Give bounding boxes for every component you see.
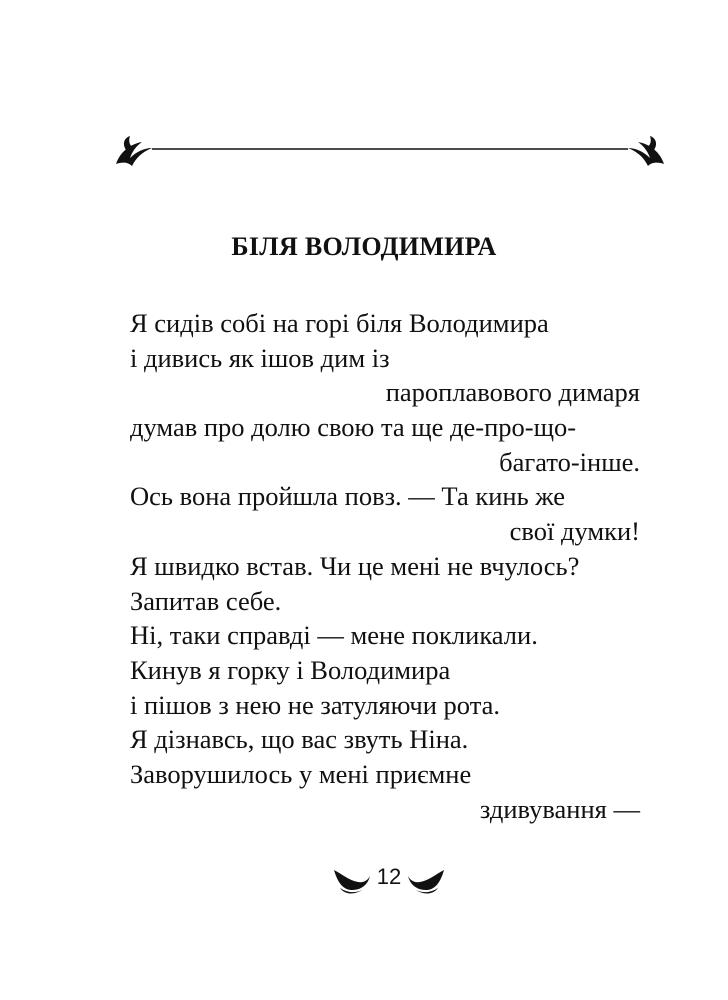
poem-line: і дивись як ішов дим із bbox=[130, 342, 390, 373]
poem-line: думав про долю свою та ще де-про-що- bbox=[130, 412, 577, 443]
poem-body bbox=[130, 306, 640, 826]
header-ornament-rule bbox=[112, 130, 668, 170]
poem-line: свої думки! bbox=[509, 516, 640, 547]
swoosh-icon bbox=[406, 862, 446, 896]
page-footer bbox=[0, 862, 728, 898]
poem-line: Я дізнавсь, що вас звуть Ніна. bbox=[130, 724, 469, 755]
leaf-flourish-icon bbox=[116, 136, 152, 166]
poem-line: Кинув я горку і Володимира bbox=[130, 654, 451, 685]
poem-line: Ось вона пройшла повз. — Та кинь же bbox=[130, 481, 566, 512]
poem-line: Заворушилось у мені приємне bbox=[130, 758, 472, 789]
poem-line: Ні, таки справді — мене покликали. bbox=[130, 620, 538, 651]
leaf-flourish-icon bbox=[628, 136, 664, 166]
poem-line: пароплавового димаря bbox=[385, 377, 640, 408]
poem-line: і пішов з нею не затуляючи рота. bbox=[130, 689, 500, 720]
poem-line: Запитав себе. bbox=[130, 585, 282, 616]
poem-title: БІЛЯ ВОЛОДИМИРА bbox=[231, 232, 497, 261]
poem-line: Я швидко встав. Чи це мені не вчулось? bbox=[130, 550, 580, 581]
page-number: 12 bbox=[376, 864, 402, 889]
poem-line: здивування — bbox=[479, 793, 640, 824]
poem-line: Я сидів собі на горі біля Володимира bbox=[130, 308, 549, 338]
poem-line: багато-інше. bbox=[499, 446, 640, 477]
